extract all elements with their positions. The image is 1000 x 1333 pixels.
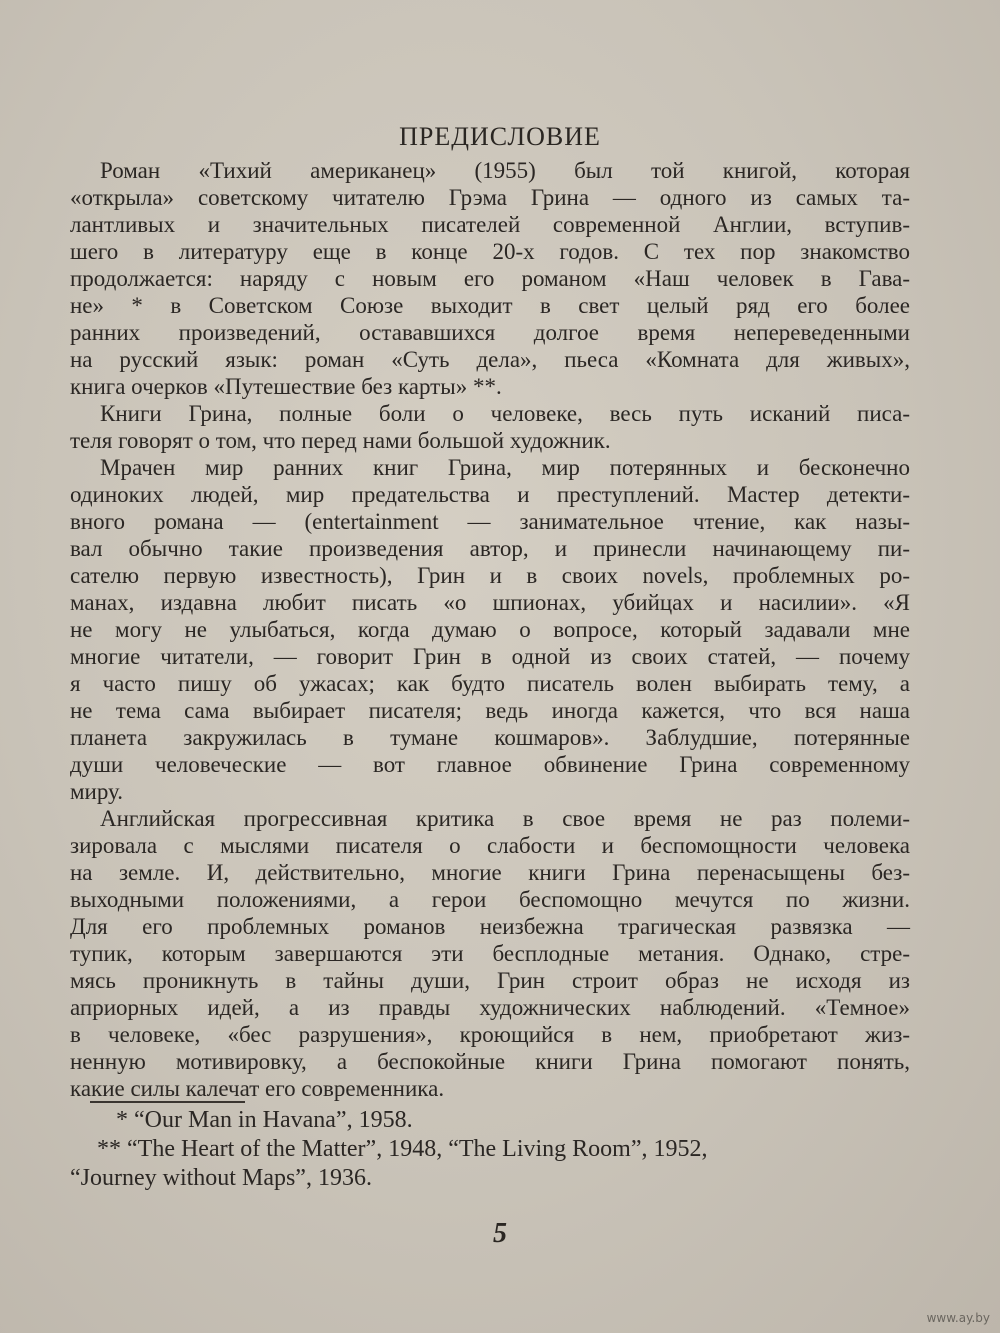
- text-line: многие читатели, — говорит Грин в одной из своих статей, — почему: [70, 644, 910, 669]
- text-line: вал обычно такие произведения автор, и принесли начинающему пи-: [70, 536, 910, 561]
- text-line: шего в литературу еще в конце 20-х годов. С тех пор знакомство: [70, 239, 910, 264]
- text-line: продолжается: наряду с новым его романом «Наш человек в Гава-: [70, 266, 910, 291]
- text-line: сателю первую известность), Грин и в своих novels, проблемных ро-: [70, 563, 910, 588]
- text-line: книга очерков «Путешествие без карты» **.: [70, 374, 502, 399]
- text-line: не» * в Советском Союзе выходит в свет целый ряд его более: [70, 293, 910, 318]
- text-line: «открыла» советскому читателю Грэма Грина — одного из самых та-: [70, 185, 910, 210]
- text-line: на русский язык: роман «Суть дела», пьеса «Комната для живых»,: [70, 347, 910, 372]
- text-line: какие силы калечат его современника.: [70, 1076, 445, 1101]
- text-line: априорных идей, а из правды художнических наблюдений. «Темное»: [70, 995, 910, 1020]
- text-line: не могу не улыбаться, когда думаю о вопросе, который задавали мне: [70, 617, 910, 642]
- text-line: не тема сама выбирает писателя; ведь иногда кажется, что вся наша: [70, 698, 910, 723]
- text-line: планета закружилась в тумане кошмаров». Заблудшие, потерянные: [70, 725, 910, 750]
- text-line: Английская прогрессивная критика в свое время не раз полеми-: [100, 806, 910, 831]
- text-line: ранних произведений, остававшихся долгое время непереведенными: [70, 320, 910, 345]
- text-line: в человеке, «бес разрушения», кроющийся в нем, приобретают жиз-: [70, 1022, 910, 1047]
- watermark: www.ay.by: [926, 1311, 990, 1325]
- text-line: на земле. И, действительно, многие книги Грина перенасыщены без-: [70, 860, 910, 885]
- page-number: 5: [493, 1218, 507, 1249]
- text-line: я часто пишу об ужасах; как будто писатель волен выбирать тему, а: [70, 671, 910, 696]
- text-line: миру.: [70, 779, 124, 804]
- body-text: [70, 157, 910, 1102]
- text-line: тупик, которым завершаются эти бесплодные метания. Однако, стре-: [70, 941, 910, 966]
- text-line: мясь проникнуть в тайны души, Грин строит образ не исходя из: [70, 968, 910, 993]
- footnotes: [70, 1106, 920, 1193]
- text-line: теля говорят о том, что перед нами большой художник.: [70, 428, 611, 453]
- text-line: лантливых и значительных писателей современной Англии, вступив-: [70, 212, 910, 237]
- footnote-separator: [90, 1101, 245, 1103]
- footnote-1: * “Our Man in Havana”, 1958.: [116, 1107, 413, 1133]
- page-title: ПРЕДИСЛОВИЕ: [399, 122, 601, 151]
- text-line: ненную мотивировку, а беспокойные книги Грина помогают понять,: [70, 1049, 910, 1074]
- text-line: Для его проблемных романов неизбежна трагическая развязка —: [70, 914, 910, 939]
- text-line: выходными положениями, а герои беспомощно мечутся по жизни.: [70, 887, 910, 912]
- text-line: Мрачен мир ранних книг Грина, мир потерянных и бесконечно: [100, 455, 910, 480]
- text-line: вного романа — (entertainment — занимательное чтение, как назы-: [70, 509, 910, 534]
- footnote-2-continued: “Journey without Maps”, 1936.: [70, 1165, 372, 1191]
- footnote-2: ** “The Heart of the Matter”, 1948, “The Living Room”, 1952,: [97, 1136, 708, 1162]
- text-line: души человеческие — вот главное обвинение Грина современному: [70, 752, 910, 777]
- text-line: Книги Грина, полные боли о человеке, весь путь исканий писа-: [100, 401, 910, 426]
- text-line: Роман «Тихий американец» (1955) был той книгой, которая: [100, 158, 910, 183]
- text-line: одиноких людей, мир предательства и преступлений. Мастер детекти-: [70, 482, 910, 507]
- text-line: манах, издавна любит писать «о шпионах, убийцах и насилии». «Я: [70, 590, 910, 615]
- text-line: зировала с мыслями писателя о слабости и беспомощности человека: [70, 833, 910, 858]
